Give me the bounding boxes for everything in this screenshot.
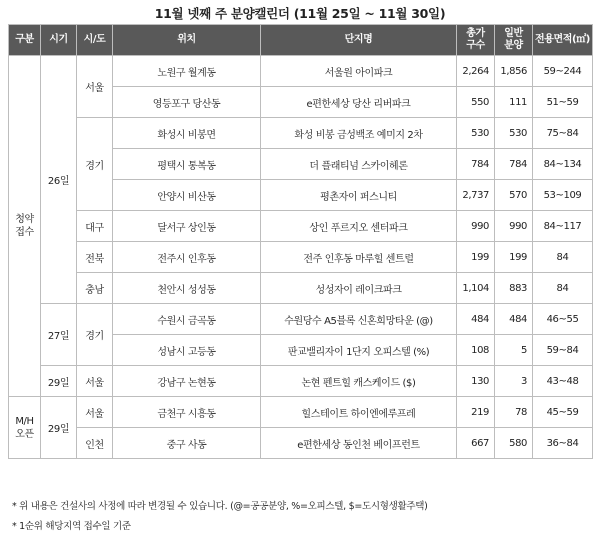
header-region: 시/도 [77,25,113,56]
complex-cell: 판교밸리자이 1단지 오피스텔 (%) [261,335,457,366]
total-units-cell: 2,737 [457,180,495,211]
general-sale-cell: 530 [495,118,533,149]
region-cell: 서울 [77,397,113,428]
group-mh-open: M/H 오픈 [9,397,41,459]
total-units-cell: 550 [457,87,495,118]
header-category: 구분 [9,25,41,56]
complex-cell: 성성자이 레이크파크 [261,273,457,304]
header-date: 시기 [41,25,77,56]
location-cell: 강남구 논현동 [113,366,261,397]
general-sale-cell: 199 [495,242,533,273]
location-cell: 전주시 인후동 [113,242,261,273]
location-cell: 천안시 성성동 [113,273,261,304]
location-cell: 성남시 고등동 [113,335,261,366]
location-cell: 안양시 비산동 [113,180,261,211]
table-row [9,242,593,273]
area-cell: 36~84 [533,428,593,459]
total-units-cell: 1,104 [457,273,495,304]
area-cell: 53~109 [533,180,593,211]
area-cell: 84~134 [533,149,593,180]
location-cell: 달서구 상인동 [113,211,261,242]
location-cell: 수원시 금곡동 [113,304,261,335]
total-units-cell: 530 [457,118,495,149]
complex-cell: 더 플래티넘 스카이헤론 [261,149,457,180]
complex-cell: 수원당수 A5블록 신혼희망타운 (@) [261,304,457,335]
location-cell: 노원구 월계동 [113,56,261,87]
header-area: 전용면적(㎡) [533,25,593,56]
date-cell: 27일 [41,304,77,366]
complex-cell: 전주 인후동 마루힐 센트럴 [261,242,457,273]
area-cell: 84~117 [533,211,593,242]
general-sale-cell: 990 [495,211,533,242]
table-row [9,56,593,87]
location-cell: 영등포구 당산동 [113,87,261,118]
sales-calendar-table [8,24,593,459]
complex-cell: 상인 푸르지오 센터파크 [261,211,457,242]
general-sale-cell: 111 [495,87,533,118]
region-cell: 경기 [77,118,113,211]
region-cell: 전북 [77,242,113,273]
table-row [9,304,593,335]
general-sale-cell: 784 [495,149,533,180]
general-sale-cell: 580 [495,428,533,459]
table-row [9,428,593,459]
total-units-cell: 667 [457,428,495,459]
total-units-cell: 784 [457,149,495,180]
header-location: 위치 [113,25,261,56]
area-cell: 84 [533,242,593,273]
area-cell: 59~244 [533,56,593,87]
area-cell: 84 [533,273,593,304]
region-cell: 서울 [77,56,113,118]
general-sale-cell: 484 [495,304,533,335]
total-units-cell: 199 [457,242,495,273]
footnote-basis: * 1순위 해당지역 접수일 기준 [12,521,131,532]
location-cell: 화성시 비봉면 [113,118,261,149]
header-total-units: 총가 구수 [457,25,495,56]
complex-cell: 논현 펜트힐 캐스케이드 ($) [261,366,457,397]
region-cell: 경기 [77,304,113,366]
area-cell: 45~59 [533,397,593,428]
general-sale-cell: 3 [495,366,533,397]
date-cell: 29일 [41,397,77,459]
footnote-legend: * 위 내용은 건설사의 사정에 따라 변경될 수 있습니다. (@=공공분양, %=오피스텔, $=도시형생활주택) [12,501,428,512]
general-sale-cell: 570 [495,180,533,211]
header-complex: 단지명 [261,25,457,56]
general-sale-cell: 78 [495,397,533,428]
date-cell: 26일 [41,56,77,304]
region-cell: 대구 [77,211,113,242]
complex-cell: e편한세상 동인천 베이프런트 [261,428,457,459]
page-title: 11월 넷째 주 분양캘린더 (11월 25일 ~ 11월 30일) [154,6,446,21]
area-cell: 59~84 [533,335,593,366]
group-cheongyak: 청약 접수 [9,56,41,397]
total-units-cell: 108 [457,335,495,366]
region-cell: 서울 [77,366,113,397]
total-units-cell: 130 [457,366,495,397]
complex-cell: 화성 비봉 금성백조 예미지 2차 [261,118,457,149]
complex-cell: 힐스테이트 하이엔에루프레 [261,397,457,428]
total-units-cell: 2,264 [457,56,495,87]
total-units-cell: 219 [457,397,495,428]
table-row [9,397,593,428]
table-row [9,366,593,397]
region-cell: 충남 [77,273,113,304]
general-sale-cell: 5 [495,335,533,366]
general-sale-cell: 1,856 [495,56,533,87]
table-header-row [9,25,593,56]
region-cell: 인천 [77,428,113,459]
complex-cell: 서울원 아이파크 [261,56,457,87]
general-sale-cell: 883 [495,273,533,304]
header-general-sale: 일반 분양 [495,25,533,56]
table-row [9,273,593,304]
table-row [9,211,593,242]
area-cell: 75~84 [533,118,593,149]
location-cell: 금천구 시흥동 [113,397,261,428]
complex-cell: 평촌자이 퍼스니티 [261,180,457,211]
location-cell: 평택시 통복동 [113,149,261,180]
total-units-cell: 990 [457,211,495,242]
total-units-cell: 484 [457,304,495,335]
area-cell: 51~59 [533,87,593,118]
area-cell: 46~55 [533,304,593,335]
table-row [9,118,593,149]
location-cell: 중구 사동 [113,428,261,459]
complex-cell: e편한세상 당산 리버파크 [261,87,457,118]
date-cell: 29일 [41,366,77,397]
area-cell: 43~48 [533,366,593,397]
